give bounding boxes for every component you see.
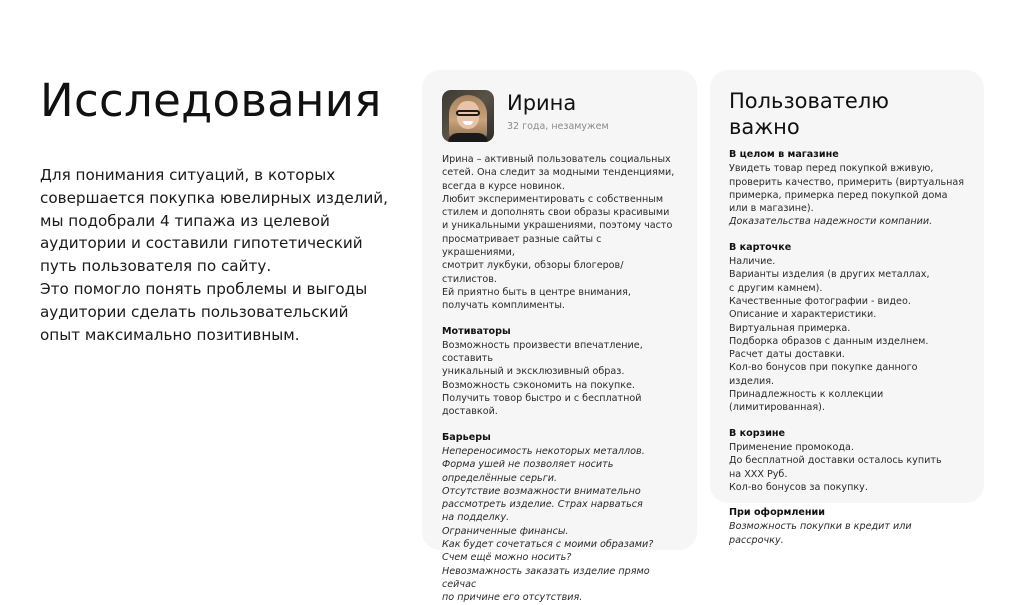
persona-subtitle: 32 года, незамужем [507, 121, 609, 132]
motivators-section [442, 325, 677, 419]
barrier-line: Счем ещё можно носить? [442, 552, 572, 564]
intro-line: совершается покупка ювелирных изделий, [40, 188, 389, 207]
barrier-line: на подделку. [442, 512, 510, 524]
persona-bio [442, 153, 677, 313]
avatar [442, 90, 494, 142]
product-card-line: Принадлежность к коллекции (лимитированная). [729, 389, 884, 414]
bio-line: стилем и дополнять свои образы красивыми [442, 207, 670, 219]
intro-line: путь пользователя по сайту. [40, 257, 272, 276]
bio-line: получать комплименты. [442, 300, 565, 312]
store-section [729, 148, 965, 229]
product-card-line: Описание и характеристики. [729, 309, 877, 321]
motivator-line: Возможность сэкономить на покупке. [442, 379, 635, 391]
bio-line: всегда в курсе новинок. [442, 180, 565, 192]
persona-name: Ирина [507, 91, 577, 115]
barrier-line: Непереносимость некоторых металлов. [442, 445, 645, 457]
store-title: В целом в магазине [729, 149, 839, 160]
barrier-line: Отсутствие возмажности внимательно [442, 485, 641, 497]
product-card-line: Кол-во бонусов при покупке данного изделия. [729, 362, 918, 387]
store-line: проверить качество, примерить (виртуальная [729, 176, 965, 188]
store-note: Доказательства надежности компании. [729, 216, 933, 228]
barrier-line: по причине его отсутствия. [442, 592, 583, 604]
bio-line: просматривает разные сайты с украшениями, [442, 233, 602, 259]
product-card-title: В карточке [729, 241, 792, 253]
bio-line: сетей. Она следит за модными тенденциями, [442, 167, 675, 179]
persona-card [422, 70, 697, 604]
bio-line: Ирина – активный пользователь социальных [442, 154, 671, 165]
barriers-section [442, 431, 677, 605]
barrier-line: Ограниченные финансы. [442, 525, 569, 537]
cart-line: Кол-во бонусов за покупку. [729, 481, 868, 493]
bio-line: Ей приятно быть в центре внимания, [442, 286, 631, 298]
product-card-line: Варианты изделия (в других металлах, [729, 269, 930, 281]
cart-line: До бесплатной доставки осталось купить [729, 455, 942, 467]
page-title: Исследования [40, 74, 382, 127]
motivator-line: Получить товор быстро и с бесплатной доставкой. [442, 393, 642, 418]
important-title: Пользователю важно [729, 89, 889, 139]
barriers-title: Барьеры [442, 431, 491, 443]
store-line: или в магазине). [729, 203, 814, 215]
barrier-line: рассмотреть изделие. Страх нарваться [442, 499, 643, 511]
cart-line: на XXX Руб. [729, 468, 788, 480]
store-line: Увидеть товар перед покупкой вживую, [729, 163, 934, 175]
cart-section [729, 427, 965, 494]
avatar-shirt-shape [448, 133, 488, 142]
intro-line: Для понимания ситуаций, в которых [40, 166, 336, 184]
persona-meta [507, 90, 609, 132]
cart-line: Применение промокода. [729, 441, 854, 453]
intro-line: опыт максимально позитивным. [40, 325, 300, 344]
checkout-title: При оформлении [729, 507, 825, 519]
persona-header [442, 90, 677, 142]
barrier-line: Как будет сочетаться с моими образами? [442, 539, 654, 551]
product-card-line: с другим камнем). [729, 282, 823, 294]
barrier-line: Невозмажность заказать изделие прямо сейчас [442, 565, 650, 590]
intro-line: Это помогло понять проблемы и выгоды [40, 279, 368, 298]
important-card [710, 70, 984, 546]
product-card-line: Расчет даты доставки. [729, 349, 845, 361]
intro-line: аудитории и составили гипотетический [40, 234, 363, 253]
bio-line: Любит экспериментировать с собственным [442, 193, 664, 205]
product-card-line: Виртуальная примерка. [729, 322, 851, 334]
barrier-line: определённые серьги. [442, 472, 558, 484]
product-card-line: Подборка образов с данным изделнем. [729, 335, 929, 347]
motivators-title: Мотиваторы [442, 325, 511, 337]
intro-line: аудитории сделать пользовательский [40, 302, 349, 321]
glasses-icon [456, 110, 480, 116]
product-card-line: Качественные фотографии - видео. [729, 295, 911, 307]
checkout-section [729, 506, 965, 547]
motivator-line: уникальный и эксклюзивный образ. [442, 366, 625, 378]
checkout-line: Возможность покупки в кредит или рассрочку. [729, 521, 912, 546]
bio-line: и уникальными украшениями, поэтому часто [442, 220, 673, 232]
intro-text [40, 164, 420, 346]
store-line: примерка, примерка перед покупкой дома [729, 189, 948, 201]
motivator-line: Возможность произвести впечатление, составить [442, 339, 643, 365]
product-card-line: Наличие. [729, 256, 776, 268]
bio-line: смотрит лукбуки, обзоры блогеров/стилистов. [442, 260, 624, 285]
cart-title: В корзине [729, 427, 786, 439]
product-card-section [729, 241, 965, 415]
intro-line: мы подобрали 4 типажа из целевой [40, 211, 330, 230]
barrier-line: Форма ушей не позволяет носить [442, 459, 614, 471]
